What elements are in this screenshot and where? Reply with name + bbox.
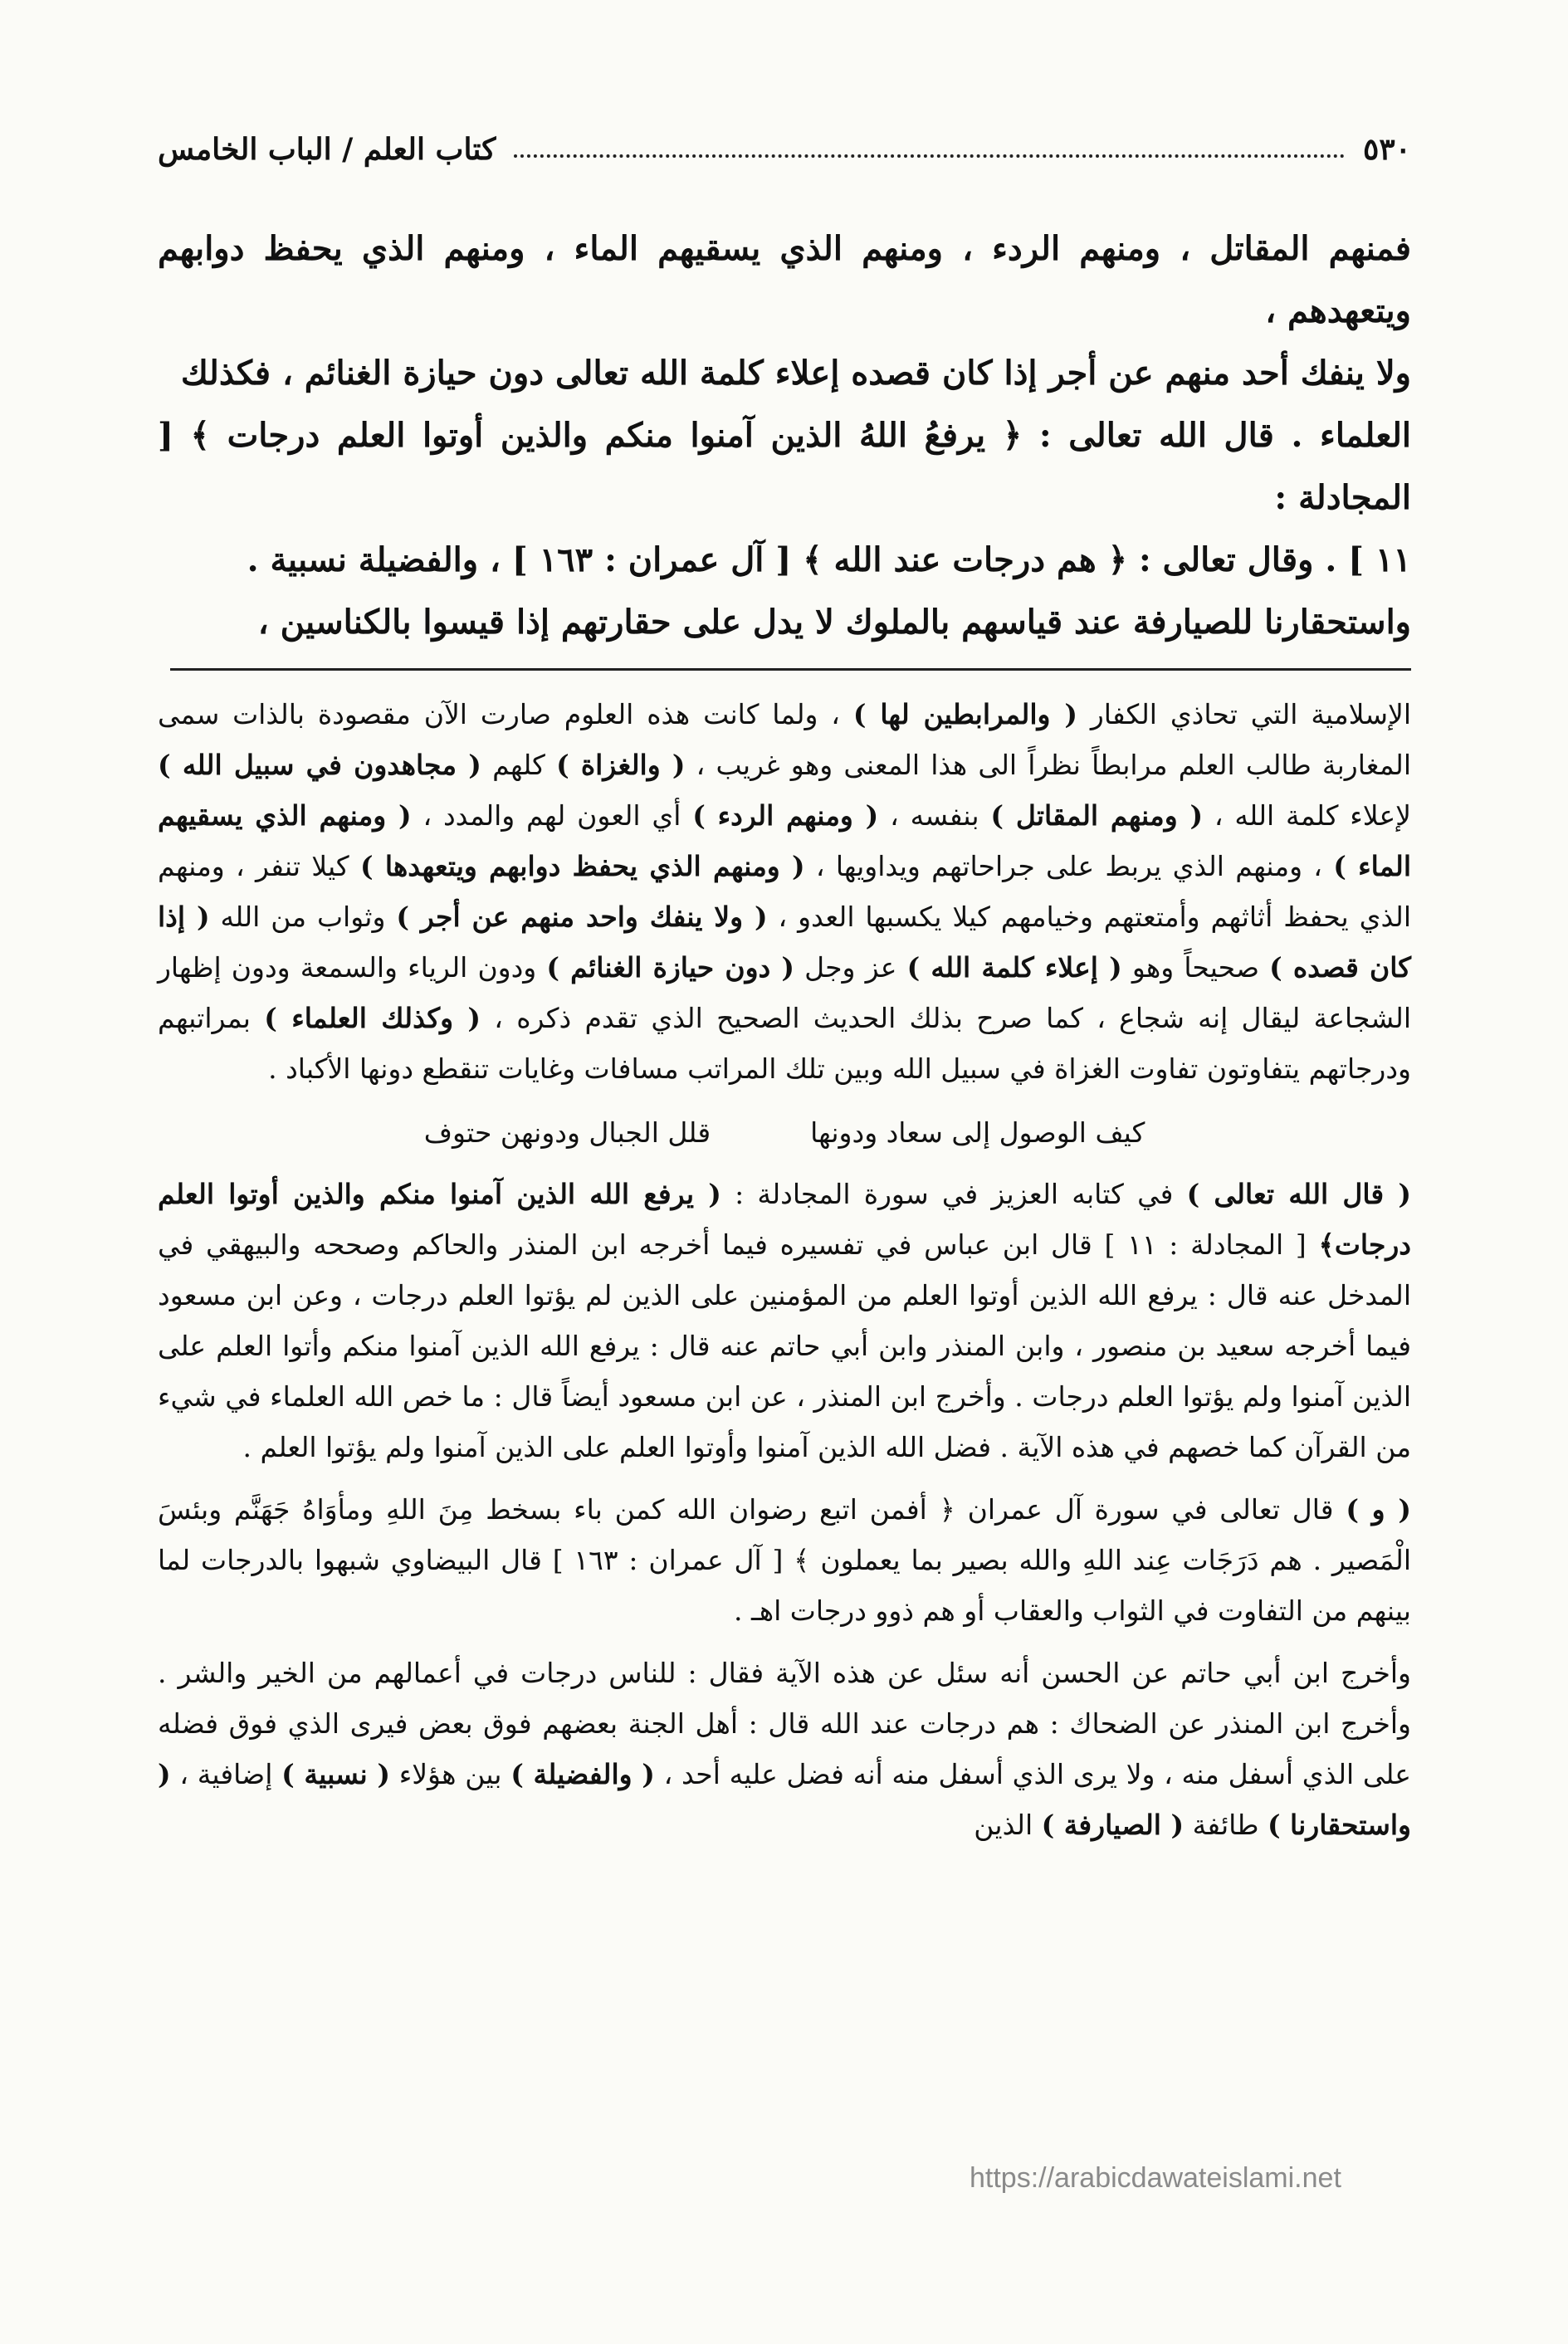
footnote-divider: [170, 668, 1411, 671]
quoted-phrase: ( وكذلك العلماء ): [264, 1002, 481, 1034]
note-text: أي العون لهم والمدد ،: [411, 799, 693, 832]
note-text: لإعلاء كلمة الله ،: [1203, 799, 1411, 832]
quoted-phrase: ( نسبية ): [281, 1758, 390, 1790]
note-text: الذين: [974, 1809, 1042, 1841]
note-text: بين هؤلاء: [389, 1758, 511, 1790]
quoted-phrase: ( دون حيازة الغنائم ): [546, 951, 794, 984]
note-text: طائفة: [1184, 1809, 1268, 1841]
main-line: واستحقارنا للصيارفة عند قياسهم بالملوك لا يدل على حقارتهم إذا قيسوا بالكناسين ،: [257, 603, 1411, 642]
main-line: ولا ينفك أحد منهم عن أجر إذا كان قصده إعلاء كلمة الله تعالى دون حيازة الغنائم ، فكذلك: [180, 354, 1411, 393]
note-text: الإسلامية التي تحاذي الكفار: [1077, 698, 1412, 730]
quoted-phrase: ( مجاهدون في سبيل الله ): [158, 749, 481, 781]
quoted-phrase: ( يرفع الله الذين آمنوا منكم والذين أوتوا العلم درجات﴾: [158, 1178, 1411, 1261]
header-leader-dots: [514, 154, 1345, 158]
quoted-phrase: ( قال الله تعالى ): [1186, 1178, 1411, 1210]
note-text: بمراتبهم ودرجاتهم يتفاوتون تفاوت الغزاة في سبيل الله وبين تلك المراتب مسافات وغايات تنقطع دونها الأكباد .: [158, 1002, 1411, 1085]
quoted-phrase: ( ومنهم الذي يسقيهم الماء ): [158, 799, 1412, 882]
note-text: صحيحاً وهو: [1121, 951, 1270, 984]
verse-second-hemistich: قلل الجبال ودونهن حتوف: [423, 1116, 711, 1149]
poetry-verse: [158, 1106, 1411, 1160]
verse-first-hemistich: كيف الوصول إلى سعاد ودونها: [810, 1116, 1145, 1149]
note-text: كلهم: [481, 749, 557, 781]
quoted-phrase: ( إعلاء كلمة الله ): [906, 951, 1122, 984]
note-text: ، ولما كانت هذه العلوم صارت الآن مقصودة بالذات سمى المغاربة طالب العلم مرابطاً نظراً الى هذا المعنى وهو غريب ،: [158, 698, 1411, 781]
commentary-paragraph: [158, 1648, 1411, 1850]
quoted-phrase: ( واستحقارنا ): [158, 1758, 1411, 1841]
commentary: [158, 689, 1411, 1850]
note-text: وثواب من الله: [209, 901, 397, 933]
quoted-phrase: ( ومنهم الذي يحفظ دوابهم ويتعهدها ): [359, 850, 805, 882]
quoted-phrase: ( ومنهم المقاتل ): [990, 799, 1204, 832]
note-text: في كتابه العزيز في سورة المجادلة :: [720, 1178, 1187, 1210]
note-text: عز وجل: [794, 951, 907, 984]
quoted-phrase: ( إذا كان قصده ): [158, 901, 1412, 984]
note-text: بنفسه ،: [878, 799, 991, 832]
quoted-phrase: ( والغزاة ): [556, 749, 686, 781]
chapter-title: كتاب العلم / الباب الخامس: [158, 132, 496, 167]
commentary-paragraph: [158, 689, 1411, 1094]
watermark-url: https://arabicdawateislami.net: [970, 2162, 1341, 2194]
note-text: [ المجادلة : ١١ ] قال ابن عباس في تفسيره فيما أخرجه ابن المنذر والحاكم وصححه والبيهقي في المدخل عنه قال : يرفع الله الذين أوتوا العلم من المؤمنين على الذين لم يؤتوا العلم درجات ، وعن ابن مسعود فيما أخرجه سعيد بن منصور ، وابن المنذر وابن أبي حاتم عنه قال : يرفع الله الذين آمنوا منكم وأتوا العلم على الذين آمنوا ولم يؤتوا العلم درجات . وأخرج ابن المنذر ، عن ابن مسعود أيضاً قال : ما خص الله العلماء في شيء من القرآن كما خصهم في هذه الآية . فضل الله الذين آمنوا وأوتوا العلم على الذين آمنوا ولم يؤتوا العلم .: [158, 1228, 1411, 1463]
quoted-phrase: ( ولا ينفك واحد منهم عن أجر ): [396, 901, 768, 933]
note-text: كيلا تنفر ، ومنهم الذي يحفظ أثاثهم وأمتعتهم وخيامهم كيلا يكسبها العدو ،: [158, 850, 1412, 933]
main-text: [158, 217, 1411, 653]
main-line: العلماء . قال الله تعالى : ﴿ يرفعُ اللهُ الذين آمنوا منكم والذين أوتوا العلم درجات ﴾ [ المجادلة :: [158, 416, 1411, 517]
quoted-phrase: ( والمرابطين لها ): [852, 698, 1077, 730]
main-line: فمنهم المقاتل ، ومنهم الردء ، ومنهم الذي يسقيهم الماء ، ومنهم الذي يحفظ دوابهم ويتعهدهم ،: [158, 229, 1411, 330]
quoted-phrase: ( الصيارفة ): [1041, 1809, 1185, 1841]
note-text: وأخرج ابن أبي حاتم عن الحسن أنه سئل عن هذه الآية فقال : للناس درجات في أعمالهم من الخير والشر . وأخرج ابن المنذر عن الضحاك : هم درجات عند الله قال : أهل الجنة بعضهم فوق بعض فيرى الذي فوق فضله على الذي أسفل منه ، ولا يرى الذي أسفل منه أنه فضل عليه أحد ،: [158, 1657, 1411, 1790]
main-line: ١١ ] . وقال تعالى : ﴿ هم درجات عند الله ﴾ [ آل عمران : ١٦٣ ] ، والفضيلة نسبية .: [247, 540, 1411, 579]
commentary-paragraph: [158, 1484, 1411, 1636]
note-text: ودون الرياء والسمعة ودون إظهار الشجاعة ليقال إنه شجاع ، كما صرح بذلك الحديث الصحيح الذي تقدم ذكره ،: [158, 951, 1411, 1034]
note-text: إضافية ،: [170, 1758, 282, 1790]
note-text: ، ومنهم الذي يربط على جراحاتهم ويداويها ،: [804, 850, 1334, 882]
book-page: [158, 125, 1411, 2283]
note-text: قال تعالى في سورة آل عمران ﴿ أفمن اتبع رضوان الله كمن باء بسخط مِنَ اللهِ ومأوَاهُ جَهَنَّم وبئسَ الْمَصير . هم دَرَجَات عِند اللهِ والله بصير بما يعملون ﴾ [ آل عمران : ١٦٣ ] قال البيضاوي شبهوا بالدرجات لما بينهم من التفاوت في الثواب والعقاب أو هم ذوو درجات اهـ .: [158, 1493, 1411, 1627]
commentary-paragraph: [158, 1169, 1411, 1472]
page-number: ٥٣٠: [1362, 132, 1411, 167]
quoted-phrase: ( ومنهم الردء ): [692, 799, 879, 832]
running-header: [158, 125, 1411, 174]
quoted-phrase: ( و ): [1346, 1493, 1411, 1526]
quoted-phrase: ( والفضيلة ): [510, 1758, 655, 1790]
